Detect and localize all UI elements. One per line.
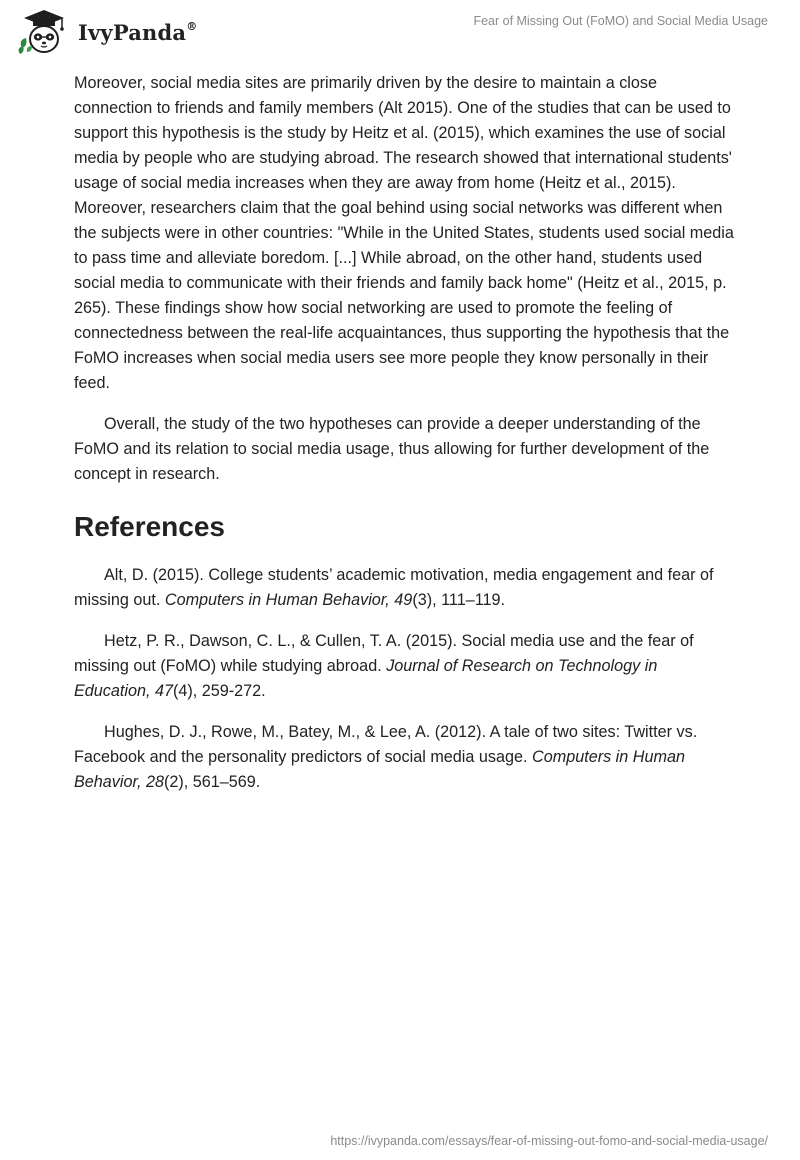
reference-issue: (3), 111–119. (412, 591, 506, 609)
body-paragraph-1: Moreover, social media sites are primarily driven by the desire to maintain a close connection to friends and family members (Alt 2015). One of the studies that can be used to support this hypothesis is the study by Heitz et al. (2015), which examines the use of social media by people who are studying abroad. The research showed that international students' usage of social media increases when they are away from home (Heitz et al., 2015). Moreover, researchers claim that the goal behind using social networks was different when the subjects were in other countries: "While in the United States, students used social media to pass time and alleviate boredom. [...] While abroad, on the other hand, students used social media to communicate with their friends and family back home" (Heitz et al., 2015, p. 265). These findings show how social networking are used to promote the feeling of connectedness between the real-life acquaintances, thus supporting the hypothesis that the FoMO increases when social media users see more people they know personally in their feed. (74, 74, 734, 392)
ivypanda-logo[interactable] (14, 8, 197, 56)
body-paragraph-2: Overall, the study of the two hypotheses can provide a deeper understanding of the FoMO and its relation to social media usage, thus allowing for further development of the concept in research. (74, 415, 710, 483)
reference-item-3 (74, 720, 734, 795)
reference-item-2 (74, 629, 734, 704)
essay-content (74, 71, 734, 811)
reference-issue: (2), 561–569. (164, 773, 261, 791)
source-url-link[interactable]: https://ivypanda.com/essays/fear-of-missing-out-fomo-and-social-media-usage/ (330, 1134, 768, 1148)
registered-mark: ® (186, 19, 198, 33)
reference-journal: Computers in Human Behavior, 28 (74, 748, 685, 791)
reference-issue: (4), 259-272. (173, 682, 266, 700)
logo-wordmark (78, 20, 197, 45)
reference-text: Alt, D. (2015). College students’ academic motivation, media engagement and fear of missing out. (74, 566, 714, 609)
reference-text: Hetz, P. R., Dawson, C. L., & Cullen, T. A. (2015). Social media use and the fear of missing out (FoMO) while studying abroad. (74, 632, 694, 675)
panda-graduate-icon (14, 8, 72, 56)
document-title: Fear of Missing Out (FoMO) and Social Media Usage (473, 14, 768, 28)
reference-journal: Computers in Human Behavior, 49 (164, 591, 413, 609)
references-heading: References (74, 511, 225, 542)
logo-text: IvyPanda (78, 19, 187, 45)
reference-journal: Journal of Research on Technology in Education, 47 (74, 657, 658, 700)
reference-text: Hughes, D. J., Rowe, M., Batey, M., & Lee, A. (2012). A tale of two sites: Twitter vs. Facebook and the personality predictors of social media usage. (74, 723, 698, 766)
reference-item-1 (74, 563, 734, 613)
